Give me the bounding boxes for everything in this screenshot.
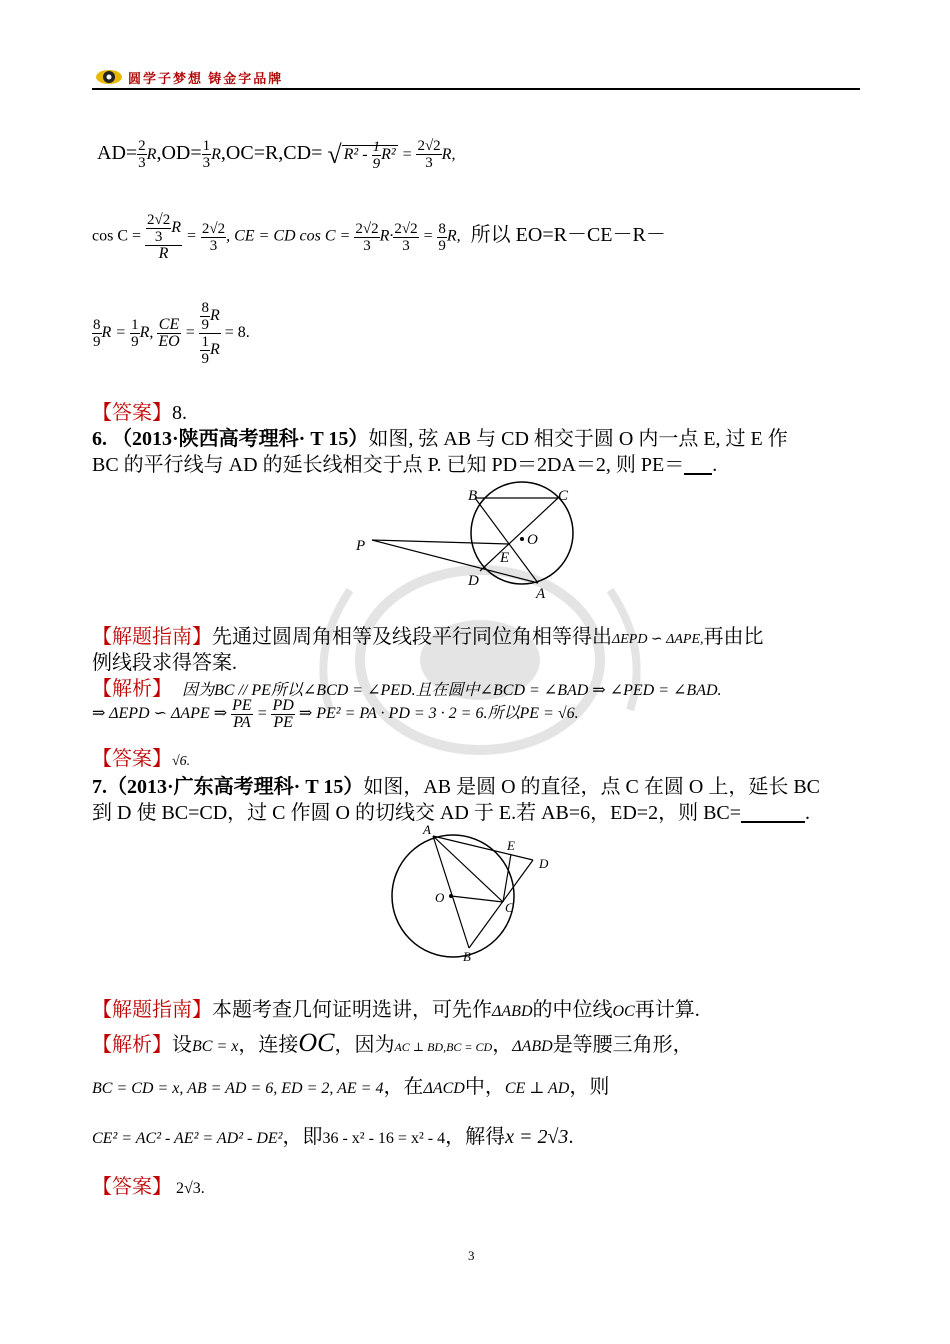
label-P: P — [356, 538, 366, 554]
figure-6 — [350, 478, 590, 606]
label-O: O — [435, 890, 445, 905]
header-rule — [92, 88, 860, 90]
label-D: D — [468, 573, 479, 589]
answer-blank — [741, 803, 805, 823]
solution-7-line-2: BC = CD = x, AB = AD = 6, ED = 2, AE = 4，在ΔACD中，CE ⊥ AD，则 — [92, 1076, 610, 1098]
fraction: $\frac{1}{3}$ — [202, 138, 211, 171]
solution-line-2: cos C = $\frac{2√2}{3}$ R R = $\frac{2√2}{3}$ , CE = CD cos C = $\frac{2√2}{3}$ R· $\frac{2√2}{3}$ = $\frac{8}{9}$ R, 所以 EO=R－CE－R－ — [92, 212, 666, 262]
answer-blank — [684, 455, 712, 475]
answer-6: 【答案】√6. — [92, 748, 191, 770]
solution-line-3: $\frac{8}{9}$ R = $\frac{1}{9}$ R, $\frac{CE}{EO}$ = $\frac{8}{9}$ R $\frac{1}{9}$ R = 8. — [93, 300, 250, 367]
solution-6-line-2: ⇒ ΔEPD ∽ ΔAPE ⇒ $\frac{PE}{PA}$ = $\frac{PD}{PE}$ ⇒ PE² = PA · PD = 3 · 2 = 6.所以PE = √6. — [92, 697, 579, 731]
figure-7 — [385, 824, 565, 964]
text: AD= — [97, 142, 138, 165]
solution-line-1: AD= $\frac{2}{3}$ R,OD= $\frac{1}{3}$ R,OC=R,CD= √ R² - $\frac{1}{9}$ R² = $\frac{2√2}{3}$ R, — [97, 138, 456, 172]
label-O: O — [527, 532, 538, 548]
fraction: $\frac{8}{9}$ R $\frac{1}{9}$ R — [201, 300, 220, 367]
fraction: $\frac{2√2}{3}$ R R — [147, 212, 182, 262]
label-E: E — [500, 550, 510, 566]
label-C: C — [558, 488, 569, 504]
question-7-line-2: 到 D 使 BC=CD，过 C 作圆 O 的切线交 AD 于 E.若 AB=6，ED=2，则 BC= . — [92, 802, 811, 824]
label-C: C — [505, 900, 514, 915]
label-D: D — [539, 856, 549, 871]
answer-7: 【答案】 2√3. — [92, 1176, 205, 1198]
sqrt-body: R² - $\frac{1}{9}$ R² — [343, 138, 396, 172]
answer-5: 【答案】8. — [92, 402, 187, 424]
header-brand: 圆学子梦想 铸金字品牌 — [128, 71, 284, 86]
guide-6-line-1: 【解题指南】先通过圆周角相等及线段平行同位角相等得出ΔEPD ∽ ΔAPE,再由比 — [92, 626, 764, 648]
fraction: $\frac{2}{3}$ — [138, 138, 146, 171]
guide-7: 【解题指南】本题考查几何证明选讲，可先作ΔABD的中位线OC再计算. — [92, 999, 700, 1021]
solution-7-line-3: CE² = AC² - AE² = AD² - DE²，即36 - x² - 16 = x² - 4，解得x = 2√3. — [92, 1126, 574, 1148]
question-6-line-2: BC 的平行线与 AD 的延长线相交于点 P. 已知 PD＝2DA＝2, 则 PE＝ . — [92, 454, 718, 476]
label-A: A — [536, 586, 546, 602]
question-6-line-1: 6. （2013·陕西高考理科· T 15）如图, 弦 AB 与 CD 相交于圆 O 内一点 E, 过 E 作 — [92, 428, 788, 450]
label-B: B — [463, 949, 471, 964]
label-A: A — [423, 824, 431, 837]
guide-6-line-2: 例线段求得答案. — [92, 652, 237, 674]
page-number: 3 — [468, 1248, 475, 1263]
label-B: B — [468, 488, 478, 504]
solution-7-line-1: 【解析】设BC = x，连接OC，因为AC ⊥ BD,BC = CD，ΔABD是等腰三角形， — [92, 1028, 693, 1057]
solution-6-line-1: 【解析】 因为BC // PE所以∠BCD = ∠PED.且在圆中∠BCD = ∠BAD ⇒ ∠PED = ∠BAD. — [92, 678, 722, 700]
label-E: E — [507, 838, 515, 853]
question-7-line-1: 7.（2013·广东高考理科· T 15）如图，AB 是圆 O 的直径，点 C 在圆 O 上，延长 BC — [92, 776, 821, 798]
